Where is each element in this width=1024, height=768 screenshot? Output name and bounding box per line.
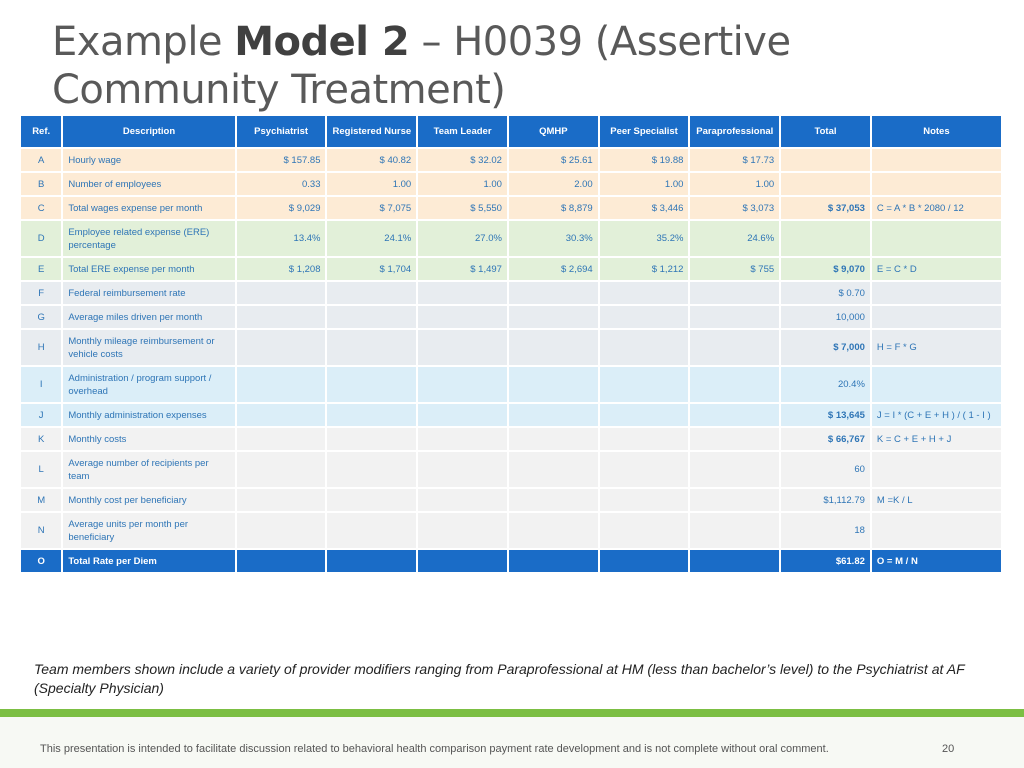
row-description: Federal reimbursement rate (63, 282, 234, 304)
cell-peer-specialist: 35.2% (600, 221, 689, 256)
team-members-note: Team members shown include a variety of provider modifiers ranging from Paraprofessional at HM (less than bachelor’s level) to the Psychiatrist at AF (Specialty Physician) (34, 661, 965, 696)
cell-registered-nurse: 24.1% (327, 221, 416, 256)
cell-psychiatrist: $ 157.85 (237, 149, 326, 171)
cell-paraprofessional: $ 17.73 (690, 149, 779, 171)
header-team-leader: Team Leader (418, 116, 507, 147)
cell-total: $ 0.70 (781, 282, 870, 304)
cell-paraprofessional (690, 367, 779, 402)
cell-paraprofessional (690, 452, 779, 487)
page-number: 20 (942, 743, 955, 755)
cell-team-leader (418, 513, 507, 548)
table-row-m (21, 489, 1001, 511)
row-ref: M (21, 489, 61, 511)
table-header-row (21, 116, 1001, 147)
cell-team-leader (418, 404, 507, 426)
cell-team-leader (418, 550, 507, 572)
cell-notes: E = C * D (872, 258, 1001, 280)
row-description: Monthly administration expenses (63, 404, 234, 426)
row-description: Total wages expense per month (63, 197, 234, 219)
cell-qmhp: 2.00 (509, 173, 598, 195)
cell-registered-nurse (327, 489, 416, 511)
cell-team-leader (418, 489, 507, 511)
cell-qmhp (509, 489, 598, 511)
table-row-d (21, 221, 1001, 256)
row-description: Employee related expense (ERE) percentage (63, 221, 234, 256)
cell-peer-specialist: $ 19.88 (600, 149, 689, 171)
cell-team-leader (418, 452, 507, 487)
header-description: Description (63, 116, 234, 147)
header-registered-nurse: Registered Nurse (327, 116, 416, 147)
cell-total: $ 66,767 (781, 428, 870, 450)
footer (0, 717, 1024, 768)
table-row-b (21, 173, 1001, 195)
cell-total: $ 9,070 (781, 258, 870, 280)
cell-registered-nurse (327, 404, 416, 426)
cell-total (781, 173, 870, 195)
cell-notes (872, 221, 1001, 256)
cell-team-leader: $ 5,550 (418, 197, 507, 219)
table-row-i (21, 367, 1001, 402)
cell-peer-specialist (600, 489, 689, 511)
table-row-n (21, 513, 1001, 548)
cell-psychiatrist: 0.33 (237, 173, 326, 195)
row-description: Monthly mileage reimbursement or vehicle costs (63, 330, 234, 365)
table-row-e (21, 258, 1001, 280)
cell-registered-nurse: $ 40.82 (327, 149, 416, 171)
cell-total: $ 13,645 (781, 404, 870, 426)
cell-total: 10,000 (781, 306, 870, 328)
header-total: Total (781, 116, 870, 147)
cell-total: $ 7,000 (781, 330, 870, 365)
cell-registered-nurse: $ 1,704 (327, 258, 416, 280)
footer-disclaimer: This presentation is intended to facilitate discussion related to behavioral health comparison payment rate development and is not complete without oral comment. (40, 743, 829, 755)
cell-paraprofessional: $ 755 (690, 258, 779, 280)
cell-team-leader: $ 1,497 (418, 258, 507, 280)
cell-notes (872, 513, 1001, 548)
cell-paraprofessional (690, 330, 779, 365)
row-ref: I (21, 367, 61, 402)
cell-notes: K = C + E + H + J (872, 428, 1001, 450)
cell-notes: J = I * (C + E + H ) / ( 1 - I ) (872, 404, 1001, 426)
cell-team-leader (418, 306, 507, 328)
cell-psychiatrist (237, 550, 326, 572)
cell-psychiatrist: $ 1,208 (237, 258, 326, 280)
row-ref: L (21, 452, 61, 487)
cell-paraprofessional: 1.00 (690, 173, 779, 195)
cell-peer-specialist (600, 428, 689, 450)
cell-registered-nurse (327, 330, 416, 365)
cell-registered-nurse (327, 550, 416, 572)
cell-psychiatrist (237, 513, 326, 548)
cell-psychiatrist (237, 367, 326, 402)
cell-notes (872, 452, 1001, 487)
cell-team-leader (418, 428, 507, 450)
row-description: Total Rate per Diem (63, 550, 234, 572)
cell-team-leader: 27.0% (418, 221, 507, 256)
cell-registered-nurse (327, 452, 416, 487)
cell-paraprofessional (690, 282, 779, 304)
row-ref: C (21, 197, 61, 219)
cell-registered-nurse (327, 367, 416, 402)
cell-total (781, 149, 870, 171)
cell-peer-specialist (600, 404, 689, 426)
cell-qmhp (509, 330, 598, 365)
cell-qmhp (509, 513, 598, 548)
slide-title (52, 18, 992, 114)
table-row-a (21, 149, 1001, 171)
cell-notes: O = M / N (872, 550, 1001, 572)
cell-psychiatrist (237, 404, 326, 426)
cell-notes (872, 367, 1001, 402)
rate-table (19, 114, 1003, 574)
cell-total: 60 (781, 452, 870, 487)
cell-total: $ 37,053 (781, 197, 870, 219)
cell-qmhp: $ 25.61 (509, 149, 598, 171)
cell-peer-specialist: $ 3,446 (600, 197, 689, 219)
cell-peer-specialist: 1.00 (600, 173, 689, 195)
cell-qmhp (509, 306, 598, 328)
cell-notes: M =K / L (872, 489, 1001, 511)
header-notes: Notes (872, 116, 1001, 147)
row-description: Average miles driven per month (63, 306, 234, 328)
header-ref: Ref. (21, 116, 61, 147)
cell-team-leader (418, 330, 507, 365)
cell-notes (872, 282, 1001, 304)
cell-psychiatrist: $ 9,029 (237, 197, 326, 219)
cell-total: $1,112.79 (781, 489, 870, 511)
table-row-k (21, 428, 1001, 450)
table-row-j (21, 404, 1001, 426)
row-ref: F (21, 282, 61, 304)
header-qmhp: QMHP (509, 116, 598, 147)
cell-peer-specialist: $ 1,212 (600, 258, 689, 280)
cell-team-leader: $ 32.02 (418, 149, 507, 171)
row-ref: E (21, 258, 61, 280)
cell-total: 18 (781, 513, 870, 548)
row-ref: G (21, 306, 61, 328)
cell-peer-specialist (600, 367, 689, 402)
row-ref: A (21, 149, 61, 171)
cell-psychiatrist (237, 330, 326, 365)
table-row-l (21, 452, 1001, 487)
table-row-c (21, 197, 1001, 219)
cell-peer-specialist (600, 513, 689, 548)
cell-qmhp: $ 2,694 (509, 258, 598, 280)
row-ref: O (21, 550, 61, 572)
cell-qmhp (509, 367, 598, 402)
cell-peer-specialist (600, 282, 689, 304)
cell-notes (872, 149, 1001, 171)
title-part-2: Model 2 (234, 19, 410, 65)
cell-psychiatrist: 13.4% (237, 221, 326, 256)
row-description: Administration / program support / overhead (63, 367, 234, 402)
row-ref: H (21, 330, 61, 365)
row-description: Total ERE expense per month (63, 258, 234, 280)
cell-qmhp (509, 452, 598, 487)
row-description: Number of employees (63, 173, 234, 195)
cell-registered-nurse (327, 513, 416, 548)
row-description: Average units per month per beneficiary (63, 513, 234, 548)
header-peer-specialist: Peer Specialist (600, 116, 689, 147)
cell-qmhp: $ 8,879 (509, 197, 598, 219)
cell-team-leader (418, 367, 507, 402)
row-ref: B (21, 173, 61, 195)
header-paraprofessional: Paraprofessional (690, 116, 779, 147)
row-ref: N (21, 513, 61, 548)
cell-notes (872, 173, 1001, 195)
cell-notes: H = F * G (872, 330, 1001, 365)
row-description: Monthly cost per beneficiary (63, 489, 234, 511)
cell-total (781, 221, 870, 256)
cell-peer-specialist (600, 330, 689, 365)
cell-qmhp (509, 550, 598, 572)
cell-paraprofessional (690, 428, 779, 450)
cell-paraprofessional (690, 550, 779, 572)
cell-peer-specialist (600, 452, 689, 487)
cell-paraprofessional (690, 306, 779, 328)
cell-total: $61.82 (781, 550, 870, 572)
cell-qmhp: 30.3% (509, 221, 598, 256)
cell-qmhp (509, 404, 598, 426)
cell-psychiatrist (237, 428, 326, 450)
cell-registered-nurse: 1.00 (327, 173, 416, 195)
cell-registered-nurse: $ 7,075 (327, 197, 416, 219)
cell-team-leader (418, 282, 507, 304)
cell-peer-specialist (600, 550, 689, 572)
cell-psychiatrist (237, 282, 326, 304)
table-row-g (21, 306, 1001, 328)
cell-psychiatrist (237, 452, 326, 487)
row-description: Monthly costs (63, 428, 234, 450)
cell-registered-nurse (327, 282, 416, 304)
cell-paraprofessional: 24.6% (690, 221, 779, 256)
table-row-o (21, 550, 1001, 572)
row-description: Hourly wage (63, 149, 234, 171)
table-row-h (21, 330, 1001, 365)
cell-peer-specialist (600, 306, 689, 328)
title-part-3: – H0039 (Assertive Community Treatment) (52, 19, 791, 113)
cell-notes (872, 306, 1001, 328)
footer-accent-bar (0, 709, 1024, 717)
cell-psychiatrist (237, 489, 326, 511)
row-description: Average number of recipients per team (63, 452, 234, 487)
cell-paraprofessional (690, 489, 779, 511)
cell-registered-nurse (327, 306, 416, 328)
header-psychiatrist: Psychiatrist (237, 116, 326, 147)
cell-qmhp (509, 428, 598, 450)
cell-team-leader: 1.00 (418, 173, 507, 195)
row-ref: J (21, 404, 61, 426)
cell-paraprofessional (690, 513, 779, 548)
cell-qmhp (509, 282, 598, 304)
cell-registered-nurse (327, 428, 416, 450)
title-part-1: Example (52, 19, 235, 65)
row-ref: K (21, 428, 61, 450)
cell-notes: C = A * B * 2080 / 12 (872, 197, 1001, 219)
cell-total: 20.4% (781, 367, 870, 402)
cell-psychiatrist (237, 306, 326, 328)
cell-paraprofessional: $ 3,073 (690, 197, 779, 219)
row-ref: D (21, 221, 61, 256)
table-row-f (21, 282, 1001, 304)
cell-paraprofessional (690, 404, 779, 426)
